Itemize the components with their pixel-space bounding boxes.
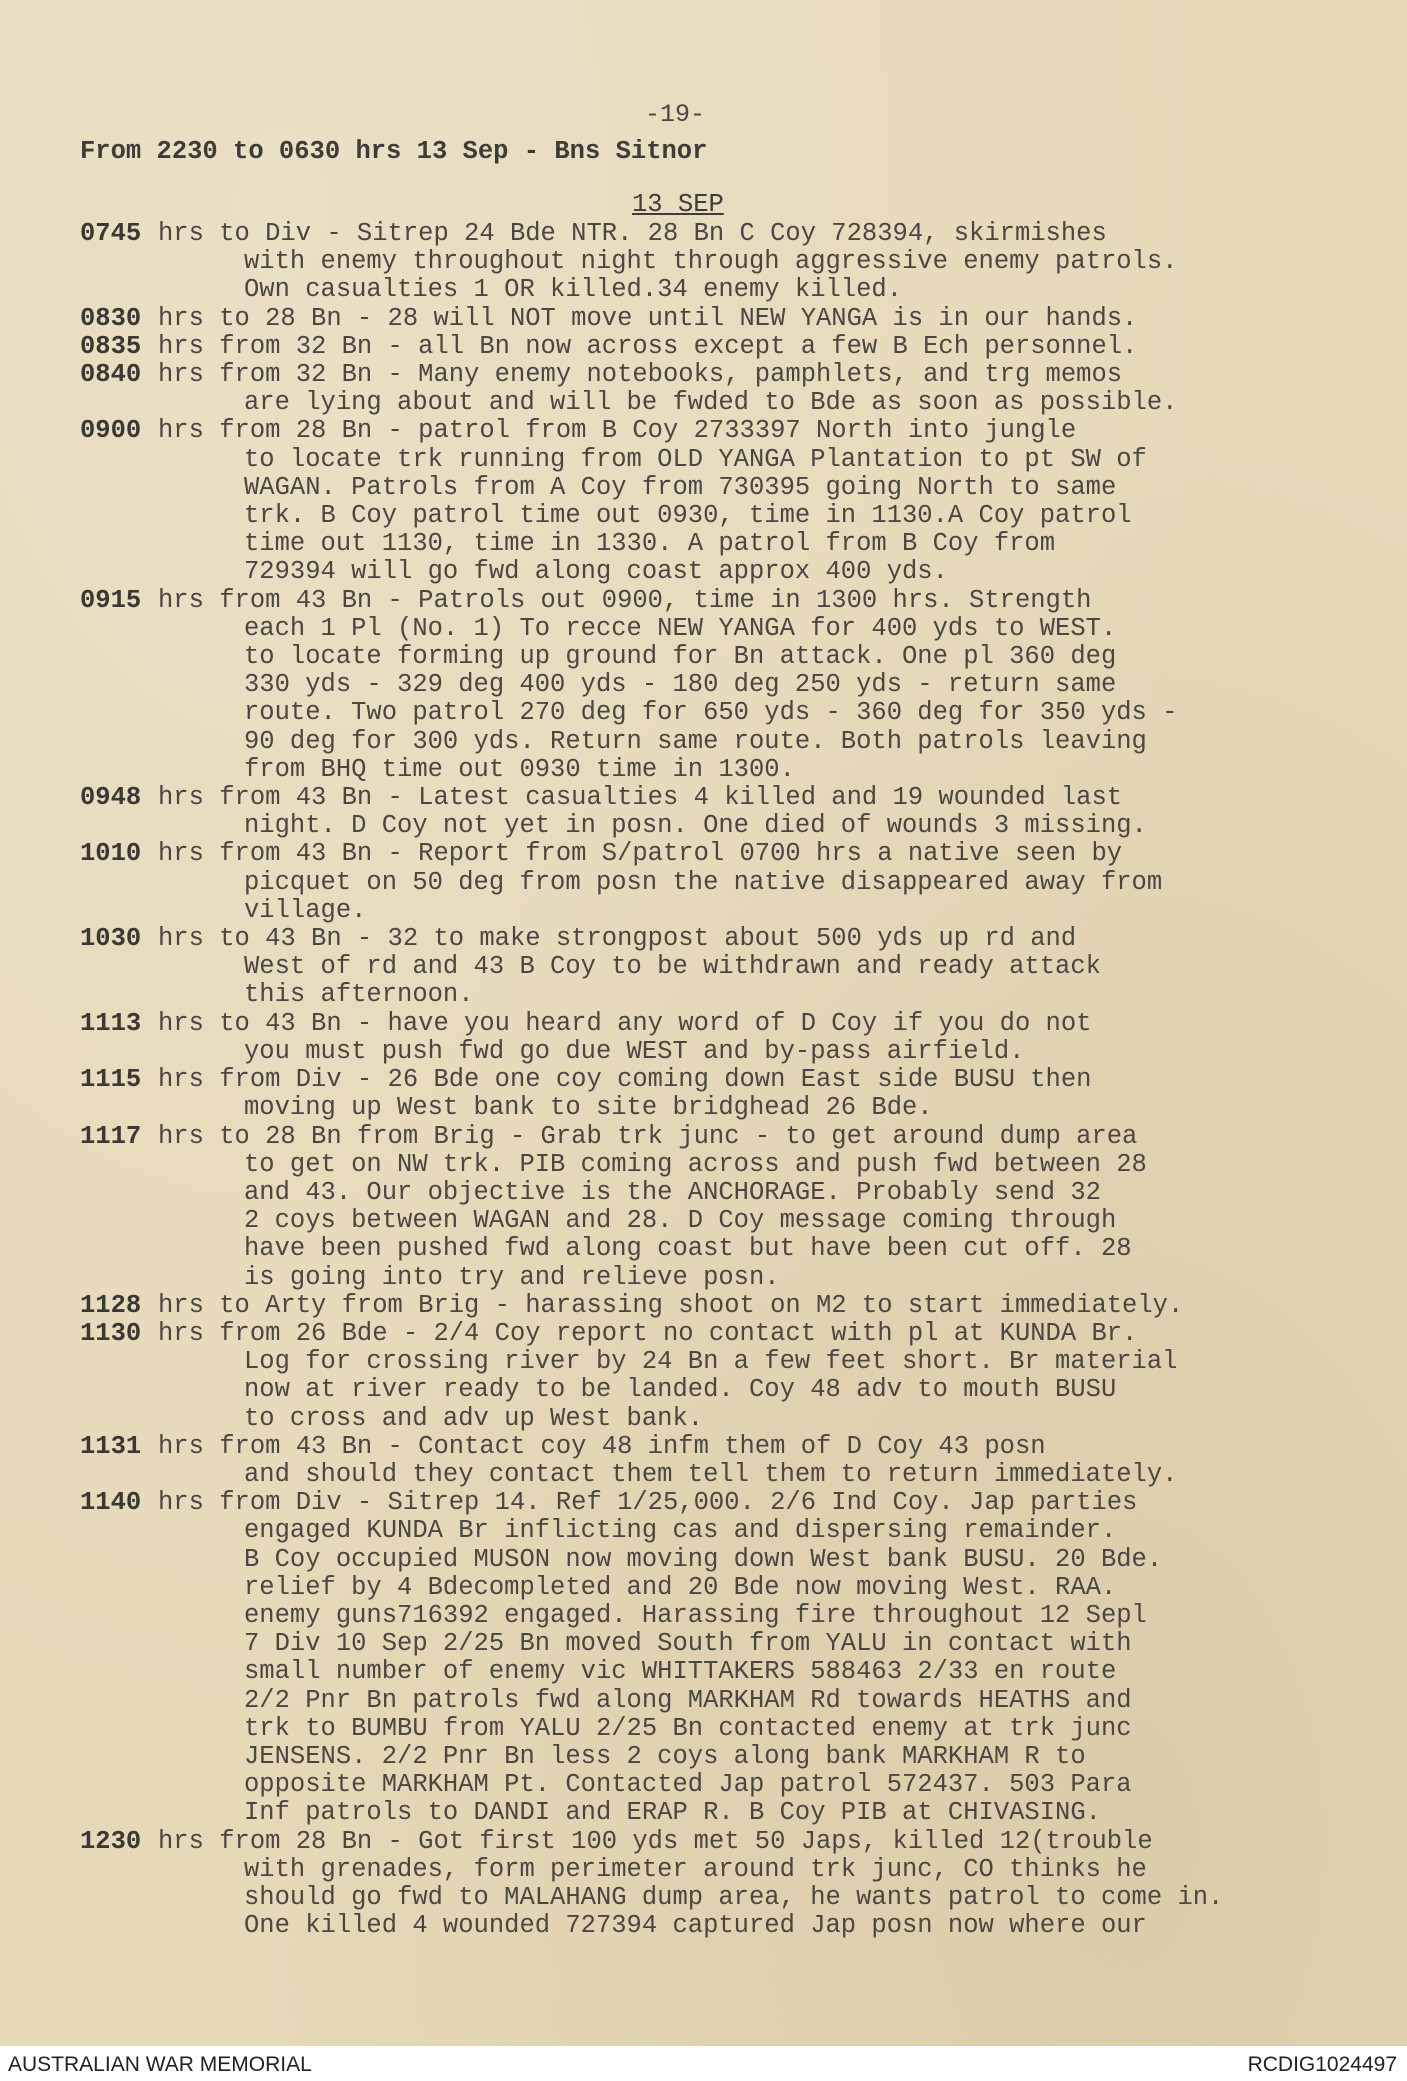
entry-line: trk. B Coy patrol time out 0930, time in 1130.A Coy patrol — [244, 501, 1132, 531]
entry-body — [158, 587, 1370, 784]
entry-body — [158, 784, 1370, 840]
entry-body — [158, 1010, 1370, 1066]
entry-time: 1131 — [80, 1431, 142, 1461]
entry-line: is going into try and relieve posn. — [244, 1262, 780, 1292]
entry-line: 729394 will go fwd along coast approx 400 yds. — [244, 557, 948, 587]
entry-line: each 1 Pl (No. 1) To recce NEW YANGA for 400 yds to WEST. — [244, 613, 1117, 643]
entry-line: 2/2 Pnr Bn patrols fwd along MARKHAM Rd towards HEATHS and — [244, 1685, 1132, 1715]
footer-record-id: RCDIG1024497 — [1247, 2053, 1397, 2076]
entry-time: 0745 — [80, 219, 142, 248]
entry-line: hrs from 43 Bn - Contact coy 48 infm them of D Coy 43 posn — [158, 1431, 1046, 1461]
entry-line: hrs from 28 Bn - Got first 100 yds met 50 Japs, killed 12(trouble — [158, 1826, 1153, 1856]
entry-body — [158, 220, 1370, 305]
entry-body — [158, 1828, 1370, 1941]
entry-time: 0900 — [80, 416, 142, 446]
entry-time: 1128 — [80, 1290, 142, 1320]
entry-line: to locate forming up ground for Bn attack. One pl 360 deg — [244, 642, 1117, 672]
entry-line: picquet on 50 deg from posn the native disappeared away from — [244, 867, 1163, 897]
entry-line: hrs to 43 Bn - have you heard any word of D Coy if you do not — [158, 1008, 1092, 1038]
log-entry — [80, 333, 1370, 361]
entry-line: hrs from 43 Bn - Latest casualties 4 killed and 19 wounded last — [158, 783, 1123, 813]
entry-time: 1010 — [80, 839, 142, 869]
entry-line: engaged KUNDA Br inflicting cas and dispersing remainder. — [244, 1516, 1117, 1546]
entry-line: hrs to Div - Sitrep 24 Bde NTR. 28 Bn C Coy 728394, skirmishes — [158, 219, 1107, 248]
entry-time: 0830 — [80, 303, 142, 333]
entry-line: have been pushed fwd along coast but have been cut off. 28 — [244, 1234, 1132, 1264]
entry-body — [158, 1123, 1370, 1292]
log-entry — [80, 1123, 1370, 1292]
log-entry — [80, 220, 1370, 305]
log-entry — [80, 784, 1370, 840]
page-number: -19- — [645, 100, 706, 129]
entry-body — [158, 361, 1370, 417]
entry-time: 0915 — [80, 585, 142, 615]
entry-body — [158, 305, 1370, 333]
log-entry — [80, 1292, 1370, 1320]
log-entry — [80, 1010, 1370, 1066]
entry-line: 2 coys between WAGAN and 28. D Coy message coming through — [244, 1206, 1117, 1236]
log-entry — [80, 587, 1370, 784]
entry-line: with grenades, form perimeter around trk junc, CO thinks he — [244, 1854, 1147, 1884]
log-entry — [80, 1433, 1370, 1489]
entry-body — [158, 1320, 1370, 1433]
entry-line: small number of enemy vic WHITTAKERS 588463 2/33 en route — [244, 1657, 1117, 1687]
entry-line: should go fwd to MALAHANG dump area, he wants patrol to come in. — [244, 1882, 1224, 1912]
entry-line: hrs from 32 Bn - Many enemy notebooks, pamphlets, and trg memos — [158, 360, 1123, 390]
log-entry — [80, 1828, 1370, 1941]
entry-line: West of rd and 43 B Coy to be withdrawn and ready attack — [244, 952, 1101, 982]
footer-archive-name: AUSTRALIAN WAR MEMORIAL — [8, 2053, 312, 2076]
entry-line: trk to BUMBU from YALU 2/25 Bn contacted enemy at trk junc — [244, 1713, 1132, 1743]
entry-line: opposite MARKHAM Pt. Contacted Jap patrol 572437. 503 Para — [244, 1770, 1132, 1800]
entry-line: to locate trk running from OLD YANGA Plantation to pt SW of — [244, 444, 1147, 474]
log-entries — [80, 220, 1370, 1940]
entry-line: village. — [244, 895, 367, 925]
entry-line: moving up West bank to site bridghead 26 Bde. — [244, 1093, 933, 1123]
entry-line: hrs from Div - 26 Bde one coy coming down East side BUSU then — [158, 1065, 1092, 1095]
entry-line: hrs to 28 Bn - 28 will NOT move until NEW YANGA is in our hands. — [158, 303, 1138, 333]
entry-time: 1113 — [80, 1008, 142, 1038]
entry-line: WAGAN. Patrols from A Coy from 730395 going North to same — [244, 472, 1117, 502]
entry-time: 1140 — [80, 1488, 142, 1518]
entry-line: hrs to Arty from Brig - harassing shoot on M2 to start immediately. — [158, 1290, 1184, 1320]
entry-line: you must push fwd go due WEST and by-pass airfield. — [244, 1036, 1025, 1066]
entry-line: Inf patrols to DANDI and ERAP R. B Coy PIB at CHIVASING. — [244, 1798, 1101, 1828]
entry-time: 1030 — [80, 924, 142, 954]
entry-time: 0840 — [80, 360, 142, 390]
entry-line: now at river ready to be landed. Coy 48 adv to mouth BUSU — [244, 1375, 1117, 1405]
entry-body — [158, 1489, 1370, 1827]
entry-line: One killed 4 wounded 727394 captured Jap posn now where our — [244, 1911, 1147, 1941]
entry-line: hrs from 28 Bn - patrol from B Coy 2733397 North into jungle — [158, 416, 1077, 446]
log-entry — [80, 361, 1370, 417]
entry-line: 7 Div 10 Sep 2/25 Bn moved South from YALU in contact with — [244, 1629, 1132, 1659]
entry-line: from BHQ time out 0930 time in 1300. — [244, 754, 795, 784]
entry-line: hrs to 28 Bn from Brig - Grab trk junc - to get around dump area — [158, 1121, 1138, 1151]
entry-line: to get on NW trk. PIB coming across and push fwd between 28 — [244, 1149, 1147, 1179]
log-entry — [80, 840, 1370, 925]
entry-time: 0835 — [80, 331, 142, 361]
entry-line: JENSENS. 2/2 Pnr Bn less 2 coys along bank MARKHAM R to — [244, 1741, 1086, 1771]
entry-time: 0948 — [80, 783, 142, 813]
entry-time: 1115 — [80, 1065, 142, 1095]
log-entry — [80, 305, 1370, 333]
entry-line: hrs from 43 Bn - Report from S/patrol 0700 hrs a native seen by — [158, 839, 1123, 869]
entry-time: 1117 — [80, 1121, 142, 1151]
day-heading: 13 SEP — [632, 190, 724, 219]
entry-line: and 43. Our objective is the ANCHORAGE. Probably send 32 — [244, 1177, 1101, 1207]
footer — [0, 2046, 1407, 2081]
entry-line: night. D Coy not yet in posn. One died of wounds 3 missing. — [244, 811, 1147, 841]
entry-line: Own casualties 1 OR killed.34 enemy killed. — [244, 275, 903, 305]
entry-line: enemy guns716392 engaged. Harassing fire throughout 12 Sepl — [244, 1600, 1147, 1630]
entry-line: B Coy occupied MUSON now moving down West bank BUSU. 20 Bde. — [244, 1544, 1163, 1574]
entry-time: 1130 — [80, 1318, 142, 1348]
entry-time: 1230 — [80, 1826, 142, 1856]
entry-line: hrs from 43 Bn - Patrols out 0900, time in 1300 hrs. Strength — [158, 585, 1092, 615]
entry-body — [158, 1433, 1370, 1489]
entry-line: 330 yds - 329 deg 400 yds - 180 deg 250 yds - return same — [244, 670, 1117, 700]
log-entry — [80, 1066, 1370, 1122]
entry-line: hrs from Div - Sitrep 14. Ref 1/25,000. 2/6 Ind Coy. Jap parties — [158, 1488, 1138, 1518]
entry-line: and should they contact them tell them to return immediately. — [244, 1459, 1178, 1489]
entry-body — [158, 840, 1370, 925]
entry-line: this afternoon. — [244, 980, 474, 1010]
entry-line: time out 1130, time in 1330. A patrol from B Coy from — [244, 529, 1056, 559]
entry-body — [158, 1066, 1370, 1122]
entry-body — [158, 925, 1370, 1010]
entry-line: to cross and adv up West bank. — [244, 1403, 704, 1433]
entry-body — [158, 417, 1370, 586]
document-header: From 2230 to 0630 hrs 13 Sep - Bns Sitnor — [80, 137, 708, 166]
entry-line: with enemy throughout night through aggressive enemy patrols. — [244, 247, 1178, 277]
entry-line: 90 deg for 300 yds. Return same route. Both patrols leaving — [244, 726, 1147, 756]
entry-line: Log for crossing river by 24 Bn a few feet short. Br material — [244, 1347, 1178, 1377]
entry-body — [158, 1292, 1370, 1320]
entry-line: relief by 4 Bdecompleted and 20 Bde now moving West. RAA. — [244, 1572, 1117, 1602]
entry-line: hrs to 43 Bn - 32 to make strongpost about 500 yds up rd and — [158, 924, 1077, 954]
entry-line: route. Two patrol 270 deg for 650 yds - 360 deg for 350 yds - — [244, 698, 1178, 728]
entry-line: hrs from 32 Bn - all Bn now across except a few B Ech personnel. — [158, 331, 1138, 361]
log-entry — [80, 1489, 1370, 1827]
log-entry — [80, 1320, 1370, 1433]
entry-body — [158, 333, 1370, 361]
log-entry — [80, 417, 1370, 586]
log-entry — [80, 925, 1370, 1010]
entry-line: hrs from 26 Bde - 2/4 Coy report no contact with pl at KUNDA Br. — [158, 1318, 1138, 1348]
entry-line: are lying about and will be fwded to Bde as soon as possible. — [244, 388, 1178, 418]
